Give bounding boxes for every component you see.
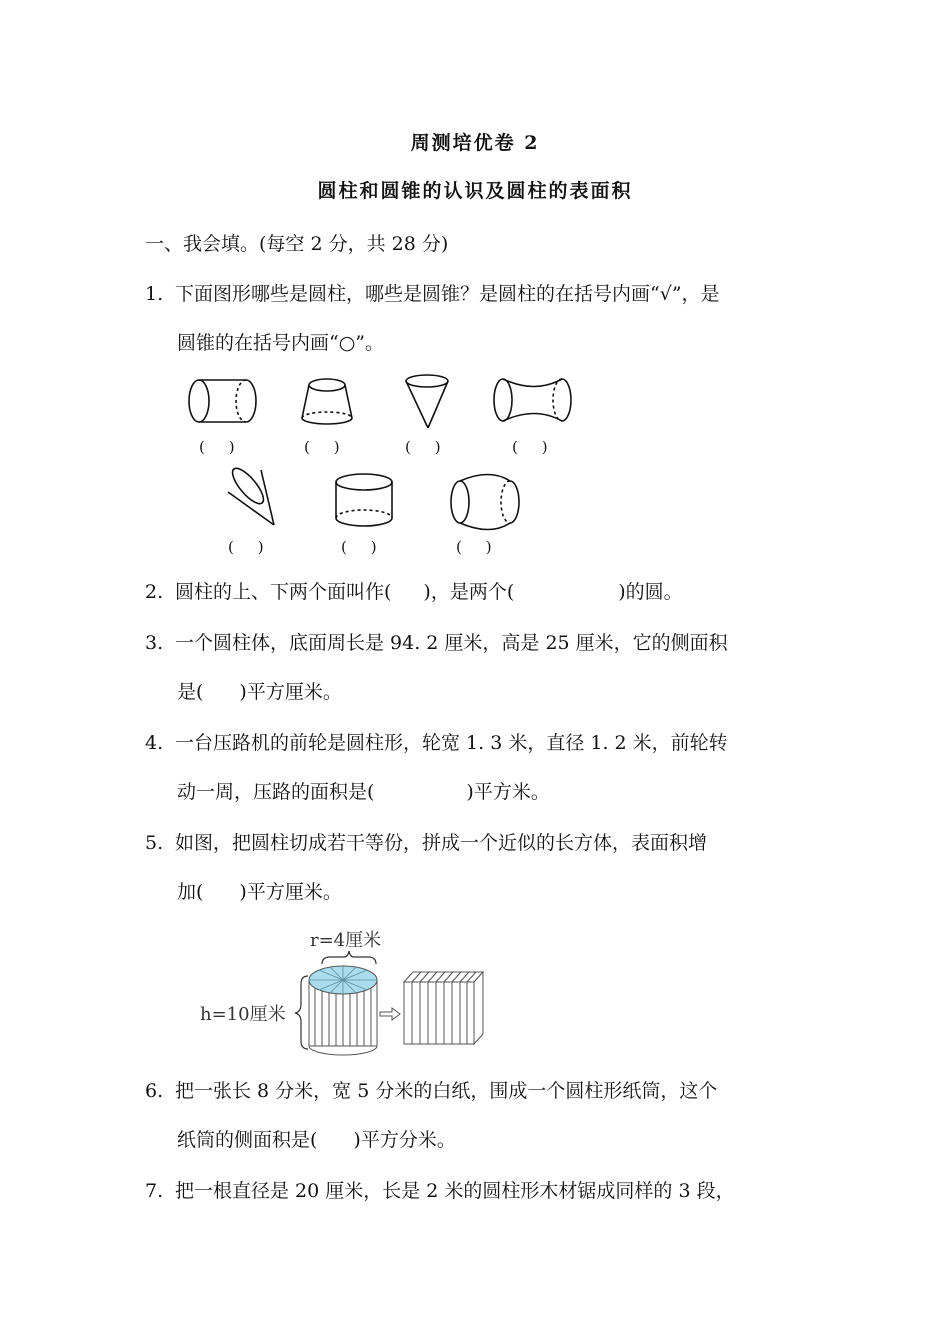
question-text-a: 圆柱的上、下两个面叫作( bbox=[175, 581, 392, 603]
answer-paren-4[interactable]: ( ) bbox=[512, 438, 548, 456]
cylinder-cut-figure bbox=[198, 924, 498, 1059]
shape-tilted-cone bbox=[228, 464, 274, 525]
question-text-a: 是( bbox=[177, 681, 204, 703]
page-title: 周测培优卷 2 bbox=[410, 132, 540, 154]
shape-horizontal-cylinder bbox=[189, 380, 256, 422]
question-text-b: )平方厘米。 bbox=[239, 681, 342, 703]
shape-frustum bbox=[302, 379, 352, 424]
question-number: 5. bbox=[145, 832, 164, 854]
answer-paren-7[interactable]: ( ) bbox=[456, 538, 492, 556]
question-6-cont bbox=[177, 1125, 456, 1152]
question-4 bbox=[145, 728, 728, 755]
height-brace bbox=[295, 976, 308, 1049]
question-text: 如图，把圆柱切成若干等份，拼成一个近似的长方体，表面积增 bbox=[175, 832, 708, 854]
question-text: 把一张长 8 分米，宽 5 分米的白纸，围成一个圆柱形纸筒，这个 bbox=[175, 1080, 718, 1102]
answer-paren-2[interactable]: ( ) bbox=[304, 438, 340, 456]
question-number: 2. bbox=[145, 581, 164, 603]
question-3 bbox=[145, 628, 728, 655]
question-2 bbox=[145, 577, 683, 604]
question-number: 3. bbox=[145, 632, 164, 654]
question-text: 把一根直径是 20 厘米，长是 2 米的圆柱形木材锯成同样的 3 段， bbox=[175, 1180, 735, 1202]
question-1 bbox=[145, 279, 720, 306]
question-5-cont bbox=[177, 877, 342, 904]
page-subtitle: 圆柱和圆锥的认识及圆柱的表面积 bbox=[317, 180, 633, 202]
question-number: 6. bbox=[145, 1080, 164, 1102]
rearranged-prism bbox=[404, 972, 483, 1044]
question-7 bbox=[145, 1176, 735, 1203]
question-text-b: )，是两个( bbox=[423, 581, 515, 603]
question-text-a: 动一周，压路的面积是( bbox=[177, 781, 375, 803]
question-number: 7. bbox=[145, 1180, 164, 1202]
question-6 bbox=[145, 1076, 717, 1103]
sliced-cylinder bbox=[309, 966, 377, 1055]
question-text-c: )的圆。 bbox=[618, 581, 683, 603]
question-3-cont bbox=[177, 677, 342, 704]
shape-inverted-cone bbox=[406, 375, 448, 428]
arrow-icon bbox=[380, 1008, 400, 1020]
height-label: h=10厘米 bbox=[200, 1004, 286, 1025]
question-number: 1. bbox=[145, 283, 164, 305]
section-heading: 一、我会填。(每空 2 分，共 28 分) bbox=[145, 233, 449, 255]
question-text: 一台压路机的前轮是圆柱形，轮宽 1. 3 米，直径 1. 2 米，前轮转 bbox=[175, 732, 728, 754]
question-4-cont bbox=[177, 777, 550, 804]
question-text: 一个圆柱体，底面周长是 94. 2 厘米，高是 25 厘米，它的侧面积 bbox=[175, 632, 728, 654]
shape-concave-cylinder bbox=[494, 379, 571, 421]
answer-paren-6[interactable]: ( ) bbox=[341, 538, 377, 556]
question-text-a: 加( bbox=[177, 881, 204, 903]
question-5 bbox=[145, 828, 707, 855]
answer-paren-3[interactable]: ( ) bbox=[405, 438, 441, 456]
radius-label: r=4厘米 bbox=[310, 930, 382, 951]
radius-brace bbox=[322, 951, 376, 964]
question-number: 4. bbox=[145, 732, 164, 754]
question-text-a: 纸筒的侧面积是( bbox=[177, 1129, 318, 1151]
question-text-b: )平方分米。 bbox=[353, 1129, 456, 1151]
shapes-figure bbox=[170, 368, 590, 563]
question-text-b: )平方米。 bbox=[466, 781, 550, 803]
question-text: 下面图形哪些是圆柱，哪些是圆锥？是圆柱的在括号内画“√”，是 bbox=[175, 283, 720, 305]
answer-paren-1[interactable]: ( ) bbox=[199, 438, 235, 456]
answer-paren-5[interactable]: ( ) bbox=[228, 538, 264, 556]
shape-upright-cylinder bbox=[336, 474, 392, 526]
shape-barrel bbox=[451, 475, 519, 530]
question-text-b: )平方厘米。 bbox=[239, 881, 342, 903]
question-1-cont: 圆锥的在括号内画“○”。 bbox=[177, 332, 385, 354]
